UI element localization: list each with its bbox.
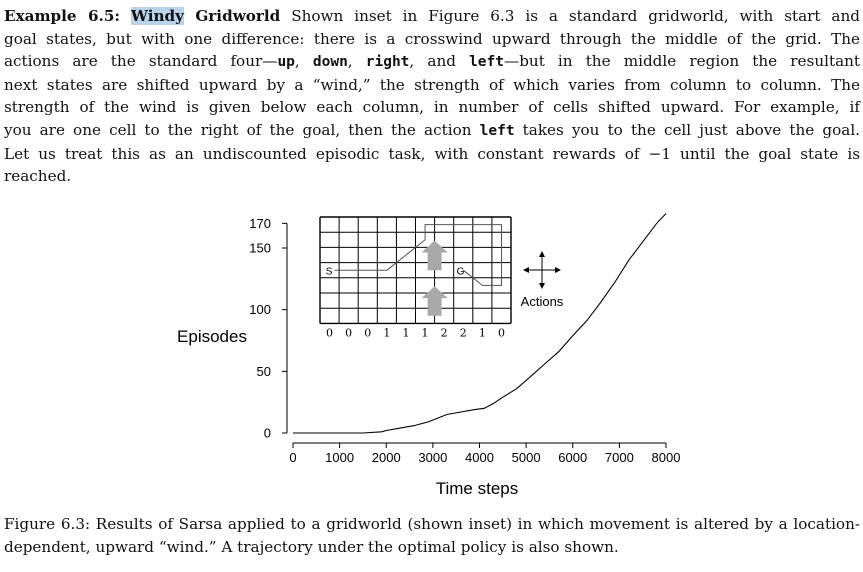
code-right: right (365, 54, 410, 71)
y-axis-label: Episodes (177, 327, 247, 346)
wind-arrow-weak (422, 286, 448, 316)
paragraph-line-7: Let us treat this as an undiscounted episodic task, with constant rewards of −1 until the goal state is (4, 144, 860, 163)
code-up: up (277, 54, 295, 71)
start-state-label: S (325, 266, 333, 278)
goal-state-label: G (456, 266, 465, 278)
y-tick-label: 170 (249, 215, 271, 231)
wind-strength-label: 0 (364, 326, 372, 340)
x-tick-label: 8000 (651, 450, 681, 465)
figure-caption (4, 513, 860, 558)
action-down-icon (539, 283, 545, 289)
y-tick-label: 0 (263, 425, 271, 441)
x-tick-label: 5000 (511, 450, 541, 465)
paragraph-line-2: goal states, but with one difference: there is a crosswind upward through the middle of the grid. The (4, 29, 860, 48)
wind-strength-label: 2 (440, 326, 448, 340)
x-tick-label: 7000 (604, 450, 634, 465)
line-text: takes you to the cell just above the goal. (514, 120, 861, 139)
highlighted-word: Windy (130, 7, 184, 25)
action-right-icon (555, 267, 561, 273)
actions-label: Actions (520, 294, 564, 309)
paragraph-line-5: strength of the wind is given below each column, in number of cells shifted upward. For example, if (4, 98, 860, 117)
paragraph-line-8: reached. (4, 167, 72, 186)
code-left: left (479, 122, 515, 139)
x-axis-label: Time steps (435, 479, 519, 498)
x-tick-label: 3000 (418, 450, 448, 465)
line-text: actions are the standard four— (4, 52, 278, 71)
x-tick-label: 6000 (558, 450, 588, 465)
wind-strength-label: 1 (383, 326, 391, 340)
x-tick-label: 1000 (325, 450, 355, 465)
sep: , (347, 52, 366, 71)
sep: , and (409, 52, 470, 71)
example-label: Example 6.5: (4, 7, 120, 25)
wind-strength-label: 2 (459, 326, 467, 340)
line-text: —but in the middle region the resultant (504, 52, 861, 71)
gridworld-inset (320, 217, 564, 339)
code-left: left (469, 54, 504, 71)
y-tick-label: 50 (256, 363, 271, 379)
action-up-icon (539, 251, 545, 257)
x-tick-label: 4000 (465, 450, 494, 465)
wind-strength-label: 0 (345, 326, 353, 340)
wind-strength-label: 0 (326, 326, 334, 340)
example-title: Gridworld (183, 7, 281, 25)
y-tick-label: 100 (249, 302, 271, 318)
caption-line-1: Figure 6.3: Results of Sarsa applied to a gridworld (shown inset) in which movement is altered by a location- (4, 515, 860, 533)
chart-axes (287, 223, 666, 443)
wind-arrow-strong (422, 241, 448, 271)
optimal-trajectory (334, 225, 501, 286)
wind-strength-label: 0 (497, 326, 505, 340)
line-text: Shown inset in Figure 6.3 is a standard gridworld, with start and (280, 7, 860, 25)
chart-ticks (249, 216, 680, 465)
action-left-icon (523, 267, 529, 273)
x-tick-label: 2000 (371, 450, 401, 465)
x-tick-label: 0 (289, 450, 297, 465)
sep: , (294, 52, 313, 71)
caption-line-2: dependent, upward “wind.” A trajectory under the optimal policy is also shown. (4, 537, 619, 556)
y-tick-label: 150 (249, 240, 271, 256)
paragraph-line-4: next states are shifted upward by a “wind,” the strength of which varies from column to column. The (4, 75, 860, 94)
wind-strength-label: 1 (421, 326, 429, 340)
line-text: you are one cell to the right of the goal, then the action (4, 120, 480, 139)
code-down: down (312, 54, 348, 71)
wind-strength-label: 1 (402, 326, 410, 340)
wind-strength-label: 1 (478, 326, 486, 340)
